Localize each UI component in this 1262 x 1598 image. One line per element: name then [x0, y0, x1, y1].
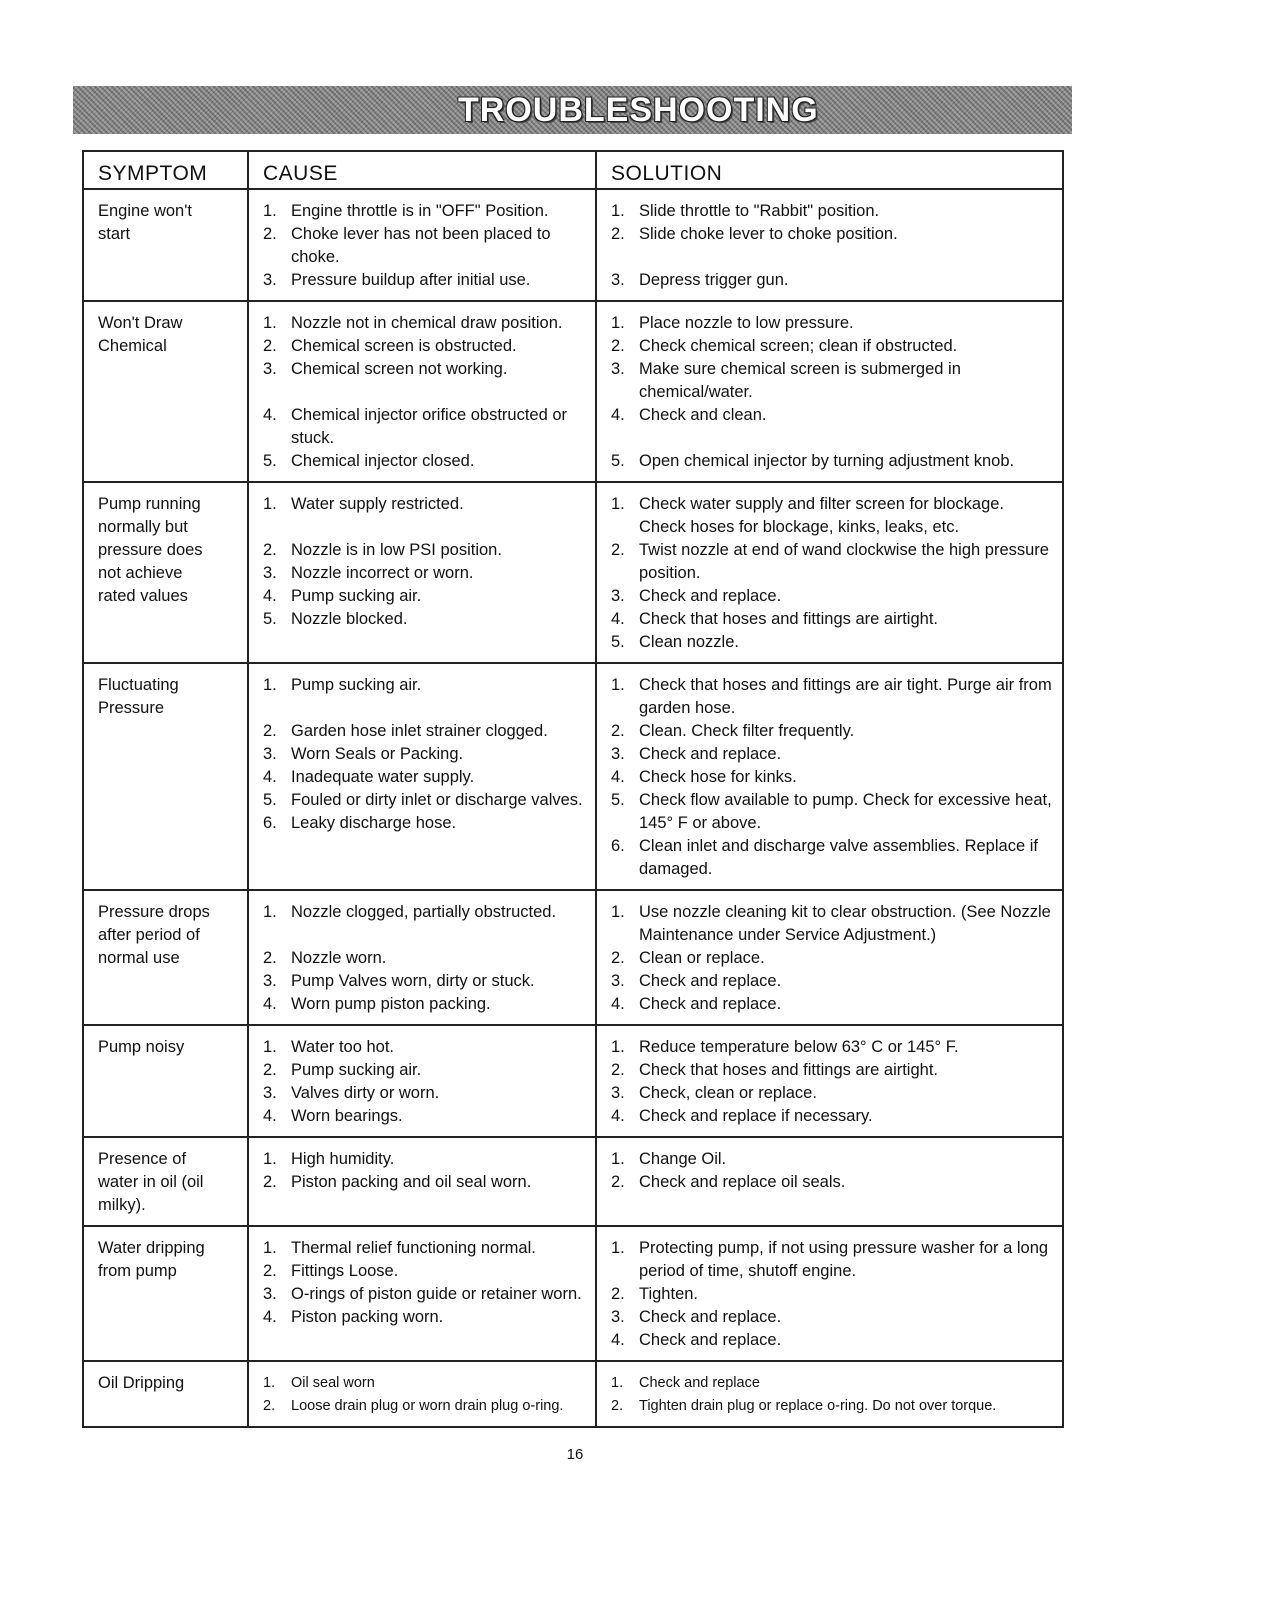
item-number: 3.	[263, 1285, 277, 1303]
solution-list	[611, 1036, 1052, 1128]
symptom-cell	[83, 1137, 248, 1226]
item-number: 3.	[611, 745, 625, 763]
solution-item	[611, 789, 1052, 835]
solution-item	[611, 450, 1052, 473]
table-row	[83, 1025, 1063, 1137]
solution-item	[611, 1306, 1052, 1329]
solution-item	[611, 766, 1052, 789]
solution-item	[611, 335, 1052, 358]
item-number: 4.	[611, 610, 625, 628]
item-number: 2.	[263, 1262, 277, 1280]
item-text: Choke lever has not been placed to choke.	[291, 225, 551, 266]
cause-list	[263, 901, 585, 1016]
item-text: Reduce temperature below 63° C or 145° F.	[639, 1038, 959, 1056]
solution-cell	[596, 1361, 1063, 1427]
item-text: Chemical screen is obstructed.	[291, 337, 517, 355]
cause-list	[263, 200, 585, 292]
cause-list	[263, 1036, 585, 1128]
item-text: Check and replace.	[639, 745, 782, 763]
solution-cell	[596, 301, 1063, 482]
table-header-row	[83, 151, 1063, 189]
item-number: 5.	[611, 633, 625, 651]
cause-cell	[248, 301, 596, 482]
cause-item	[263, 970, 585, 993]
item-number: 1.	[263, 314, 277, 332]
symptom-text: Water dripping from pump	[98, 1239, 205, 1280]
cause-item	[263, 608, 585, 631]
symptom-cell	[83, 663, 248, 890]
cause-item	[263, 269, 585, 292]
solution-item	[611, 404, 1052, 427]
item-number: 1.	[611, 495, 625, 513]
item-text: Clean nozzle.	[639, 633, 739, 651]
item-text: Oil seal worn	[291, 1375, 375, 1391]
cause-list	[263, 1237, 585, 1329]
item-text: Nozzle worn.	[291, 949, 387, 967]
item-number: 1.	[263, 1150, 277, 1168]
item-number: 4.	[263, 768, 277, 786]
solution-list	[611, 1237, 1052, 1352]
symptom-text: Pump noisy	[98, 1038, 185, 1056]
item-text: Tighten drain plug or replace o-ring. Do not over torque.	[639, 1398, 997, 1414]
item-text: Check that hoses and fittings are airtight.	[639, 1061, 938, 1079]
item-text: Loose drain plug or worn drain plug o-ring.	[291, 1398, 564, 1414]
solution-item	[611, 1395, 1052, 1418]
item-number: 6.	[263, 814, 277, 832]
solution-item	[611, 970, 1052, 993]
item-number: 3.	[611, 1084, 625, 1102]
solution-item	[611, 1105, 1052, 1128]
item-text: Check and replace.	[639, 587, 782, 605]
item-text: Check water supply and filter screen for blockage. Check hoses for blockage, kinks, leaks, etc.	[639, 495, 1005, 536]
solution-list	[611, 1148, 1052, 1194]
item-number: 2.	[263, 1173, 277, 1191]
solution-list	[611, 901, 1052, 1016]
item-number: 1.	[611, 676, 625, 694]
item-text: Piston packing and oil seal worn.	[291, 1173, 532, 1191]
solution-list	[611, 1372, 1052, 1418]
symptom-cell	[83, 1025, 248, 1137]
item-text: Check and replace.	[639, 972, 782, 990]
item-text: Check that hoses and fittings are airtight.	[639, 610, 938, 628]
item-number: 5.	[263, 791, 277, 809]
table-row	[83, 890, 1063, 1025]
solution-item	[611, 1082, 1052, 1105]
cause-cell	[248, 890, 596, 1025]
item-number: 1.	[611, 1375, 624, 1391]
item-number: 1.	[263, 495, 277, 513]
item-number: 5.	[611, 452, 625, 470]
item-text: Check and replace	[639, 1375, 760, 1391]
item-text: Slide throttle to "Rabbit" position.	[639, 202, 880, 220]
item-number: 1.	[611, 1150, 625, 1168]
item-text: Chemical injector closed.	[291, 452, 475, 470]
item-number: 3.	[263, 271, 277, 289]
item-number: 1.	[263, 1038, 277, 1056]
solution-item	[611, 1036, 1052, 1059]
solution-item	[611, 674, 1052, 720]
solution-item	[611, 720, 1052, 743]
cause-list	[263, 1148, 585, 1194]
symptom-cell	[83, 890, 248, 1025]
item-number: 4.	[263, 406, 277, 424]
symptom-text: Won't Draw Chemical	[98, 314, 183, 355]
item-number: 4.	[263, 1107, 277, 1125]
item-text: Inadequate water supply.	[291, 768, 475, 786]
item-number: 3.	[263, 564, 277, 582]
item-text: Change Oil.	[639, 1150, 727, 1168]
cause-item	[263, 223, 585, 269]
item-number: 3.	[611, 1308, 625, 1326]
item-number: 2.	[611, 1398, 624, 1414]
cause-item	[263, 312, 585, 335]
cause-cell	[248, 1137, 596, 1226]
item-text: Check and replace.	[639, 1331, 782, 1349]
cause-item	[263, 1372, 585, 1395]
item-text: Check and replace.	[639, 995, 782, 1013]
symptom-cell	[83, 301, 248, 482]
cause-item	[263, 1283, 585, 1306]
item-number: 4.	[611, 406, 625, 424]
item-text: Valves dirty or worn.	[291, 1084, 440, 1102]
solution-cell	[596, 1137, 1063, 1226]
item-number: 5.	[263, 610, 277, 628]
item-number: 3.	[611, 271, 625, 289]
item-number: 2.	[611, 1285, 625, 1303]
item-number: 1.	[611, 202, 625, 220]
item-text: Nozzle blocked.	[291, 610, 408, 628]
item-text: Engine throttle is in "OFF" Position.	[291, 202, 549, 220]
item-text: Clean inlet and discharge valve assemblies. Replace if damaged.	[639, 837, 1038, 878]
cause-item	[263, 743, 585, 766]
item-text: Twist nozzle at end of wand clockwise the high pressure position.	[639, 541, 1049, 582]
solution-item	[611, 631, 1052, 654]
cause-cell	[248, 1226, 596, 1361]
symptom-text: Oil Dripping	[98, 1374, 185, 1392]
item-text: Worn pump piston packing.	[291, 995, 491, 1013]
solution-item	[611, 269, 1052, 292]
item-number: 1.	[263, 903, 277, 921]
cause-cell	[248, 663, 596, 890]
symptom-cell	[83, 1226, 248, 1361]
solution-list	[611, 493, 1052, 654]
item-number: 4.	[263, 1308, 277, 1326]
item-text: Pump sucking air.	[291, 587, 422, 605]
cause-item	[263, 901, 585, 924]
solution-item	[611, 608, 1052, 631]
solution-cell	[596, 189, 1063, 301]
item-text: Garden hose inlet strainer clogged.	[291, 722, 548, 740]
item-text: Pump sucking air.	[291, 1061, 422, 1079]
solution-item	[611, 200, 1052, 223]
cause-item	[263, 493, 585, 516]
solution-item	[611, 835, 1052, 881]
item-number: 2.	[263, 541, 277, 559]
item-number: 3.	[263, 972, 277, 990]
cause-item	[263, 1148, 585, 1171]
cause-item	[263, 1082, 585, 1105]
solution-item	[611, 1148, 1052, 1171]
cause-cell	[248, 1361, 596, 1427]
item-number: 1.	[263, 676, 277, 694]
cause-item	[263, 1171, 585, 1194]
item-text: Worn bearings.	[291, 1107, 403, 1125]
item-number: 2.	[263, 1398, 276, 1414]
item-text: Tighten.	[639, 1285, 699, 1303]
cause-item	[263, 358, 585, 381]
solution-item	[611, 1237, 1052, 1283]
cause-list	[263, 1372, 585, 1418]
item-text: Pump sucking air.	[291, 676, 422, 694]
cause-item	[263, 720, 585, 743]
item-text: Nozzle clogged, partially obstructed.	[291, 903, 557, 921]
item-text: Fittings Loose.	[291, 1262, 399, 1280]
solution-item	[611, 1059, 1052, 1082]
symptom-cell	[83, 482, 248, 663]
item-text: Check and clean.	[639, 406, 767, 424]
cause-item	[263, 562, 585, 585]
item-text: Use nozzle cleaning kit to clear obstruction. (See Nozzle Maintenance under Service Adjustment.)	[639, 903, 1051, 944]
item-number: 1.	[611, 314, 625, 332]
solution-item	[611, 1171, 1052, 1194]
solution-item	[611, 312, 1052, 335]
item-text: Pump Valves worn, dirty or stuck.	[291, 972, 535, 990]
item-text: Check hose for kinks.	[639, 768, 797, 786]
item-number: 3.	[263, 360, 277, 378]
symptom-cell	[83, 189, 248, 301]
cause-item	[263, 1237, 585, 1260]
item-number: 1.	[611, 903, 625, 921]
cause-list	[263, 674, 585, 835]
item-text: Check that hoses and fittings are air tight. Purge air from garden hose.	[639, 676, 1052, 717]
cause-item	[263, 766, 585, 789]
cause-item	[263, 789, 585, 812]
solution-cell	[596, 1226, 1063, 1361]
item-number: 1.	[611, 1239, 625, 1257]
symptom-text: Pump running normally but pressure does not achieve rated values	[98, 495, 203, 605]
table-row	[83, 189, 1063, 301]
item-number: 4.	[263, 587, 277, 605]
solution-item	[611, 901, 1052, 947]
symptom-text: Pressure drops after period of normal use	[98, 903, 210, 967]
item-text: Depress trigger gun.	[639, 271, 789, 289]
symptom-text: Presence of water in oil (oil milky).	[98, 1150, 204, 1214]
item-number: 2.	[611, 1173, 625, 1191]
cause-cell	[248, 482, 596, 663]
cause-item	[263, 1260, 585, 1283]
item-text: Check flow available to pump. Check for excessive heat, 145° F or above.	[639, 791, 1052, 832]
item-number: 5.	[611, 791, 625, 809]
title-banner	[73, 86, 1072, 134]
item-text: Slide choke lever to choke position.	[639, 225, 898, 243]
item-number: 2.	[263, 337, 277, 355]
item-text: Water supply restricted.	[291, 495, 464, 513]
item-text: Check and replace if necessary.	[639, 1107, 873, 1125]
item-number: 2.	[611, 541, 625, 559]
solution-list	[611, 312, 1052, 473]
cause-cell	[248, 1025, 596, 1137]
solution-cell	[596, 890, 1063, 1025]
cause-item	[263, 812, 585, 835]
solution-item	[611, 539, 1052, 585]
item-text: Piston packing worn.	[291, 1308, 444, 1326]
cause-item	[263, 585, 585, 608]
page-number: 16	[566, 1446, 584, 1463]
item-text: Place nozzle to low pressure.	[639, 314, 854, 332]
item-text: Protecting pump, if not using pressure washer for a long period of time, shutoff engine.	[639, 1239, 1049, 1280]
item-number: 3.	[611, 972, 625, 990]
cause-item	[263, 200, 585, 223]
item-number: 2.	[611, 1061, 625, 1079]
item-number: 3.	[611, 587, 625, 605]
cause-item	[263, 335, 585, 358]
item-number: 1.	[263, 1239, 277, 1257]
item-number: 4.	[611, 768, 625, 786]
symptom-text: Fluctuating Pressure	[98, 676, 179, 717]
item-text: Check chemical screen; clean if obstructed.	[639, 337, 958, 355]
item-text: Open chemical injector by turning adjustment knob.	[639, 452, 1015, 470]
item-text: Make sure chemical screen is submerged in chemical/water.	[639, 360, 961, 401]
item-text: Pressure buildup after initial use.	[291, 271, 531, 289]
table-row	[83, 1361, 1063, 1427]
troubleshooting-table	[82, 150, 1064, 1428]
item-text: Thermal relief functioning normal.	[291, 1239, 536, 1257]
item-number: 4.	[611, 995, 625, 1013]
item-text: Chemical screen not working.	[291, 360, 508, 378]
table-row	[83, 1226, 1063, 1361]
cause-item	[263, 674, 585, 697]
item-text: Check and replace.	[639, 1308, 782, 1326]
table-row	[83, 301, 1063, 482]
cause-cell	[248, 189, 596, 301]
item-text: High humidity.	[291, 1150, 395, 1168]
solution-list	[611, 200, 1052, 292]
item-text: Check and replace oil seals.	[639, 1173, 846, 1191]
solution-item	[611, 223, 1052, 246]
cause-item	[263, 947, 585, 970]
symptom-text: Engine won't start	[98, 202, 192, 243]
item-number: 6.	[611, 837, 625, 855]
item-text: Chemical injector orifice obstructed or stuck.	[291, 406, 568, 447]
item-text: Check, clean or replace.	[639, 1084, 817, 1102]
item-text: Nozzle incorrect or worn.	[291, 564, 474, 582]
cause-item	[263, 993, 585, 1016]
item-number: 4.	[611, 1331, 625, 1349]
page-title: TROUBLESHOOTING	[458, 91, 819, 129]
item-number: 2.	[263, 722, 277, 740]
item-number: 2.	[611, 722, 625, 740]
item-text: Nozzle not in chemical draw position.	[291, 314, 563, 332]
table-row	[83, 663, 1063, 890]
item-number: 2.	[263, 949, 277, 967]
solution-item	[611, 585, 1052, 608]
item-number: 4.	[611, 1107, 625, 1125]
solution-item	[611, 1329, 1052, 1352]
cause-item	[263, 450, 585, 473]
item-number: 4.	[263, 995, 277, 1013]
cause-item	[263, 1059, 585, 1082]
cause-list	[263, 493, 585, 631]
item-text: Clean. Check filter frequently.	[639, 722, 855, 740]
table-row	[83, 482, 1063, 663]
cause-item	[263, 1105, 585, 1128]
item-text: Nozzle is in low PSI position.	[291, 541, 502, 559]
item-text: O-rings of piston guide or retainer worn.	[291, 1285, 582, 1303]
item-number: 3.	[263, 745, 277, 763]
solution-item	[611, 358, 1052, 404]
item-number: 2.	[263, 1061, 277, 1079]
item-text: Clean or replace.	[639, 949, 765, 967]
solution-item	[611, 993, 1052, 1016]
item-number: 3.	[611, 360, 625, 378]
item-text: Worn Seals or Packing.	[291, 745, 464, 763]
item-number: 1.	[263, 202, 277, 220]
cause-item	[263, 539, 585, 562]
cause-column-header: CAUSE	[248, 151, 596, 189]
solution-column-header: SOLUTION	[596, 151, 1063, 189]
solution-item	[611, 493, 1052, 539]
solution-cell	[596, 1025, 1063, 1137]
cause-item	[263, 1306, 585, 1329]
cause-item	[263, 1395, 585, 1418]
cause-list	[263, 312, 585, 473]
item-number: 2.	[611, 337, 625, 355]
item-number: 2.	[611, 225, 625, 243]
item-number: 2.	[611, 949, 625, 967]
solution-list	[611, 674, 1052, 881]
cause-item	[263, 404, 585, 450]
symptom-cell	[83, 1361, 248, 1427]
item-number: 1.	[611, 1038, 625, 1056]
item-number: 2.	[263, 225, 277, 243]
solution-item	[611, 743, 1052, 766]
solution-item	[611, 947, 1052, 970]
item-number: 3.	[263, 1084, 277, 1102]
cause-item	[263, 1036, 585, 1059]
table-row	[83, 1137, 1063, 1226]
item-text: Water too hot.	[291, 1038, 395, 1056]
solution-cell	[596, 663, 1063, 890]
solution-item	[611, 1372, 1052, 1395]
item-text: Fouled or dirty inlet or discharge valves.	[291, 791, 583, 809]
solution-cell	[596, 482, 1063, 663]
item-text: Leaky discharge hose.	[291, 814, 457, 832]
item-number: 1.	[263, 1375, 276, 1391]
solution-item	[611, 1283, 1052, 1306]
item-number: 5.	[263, 452, 277, 470]
symptom-column-header: SYMPTOM	[83, 151, 248, 189]
